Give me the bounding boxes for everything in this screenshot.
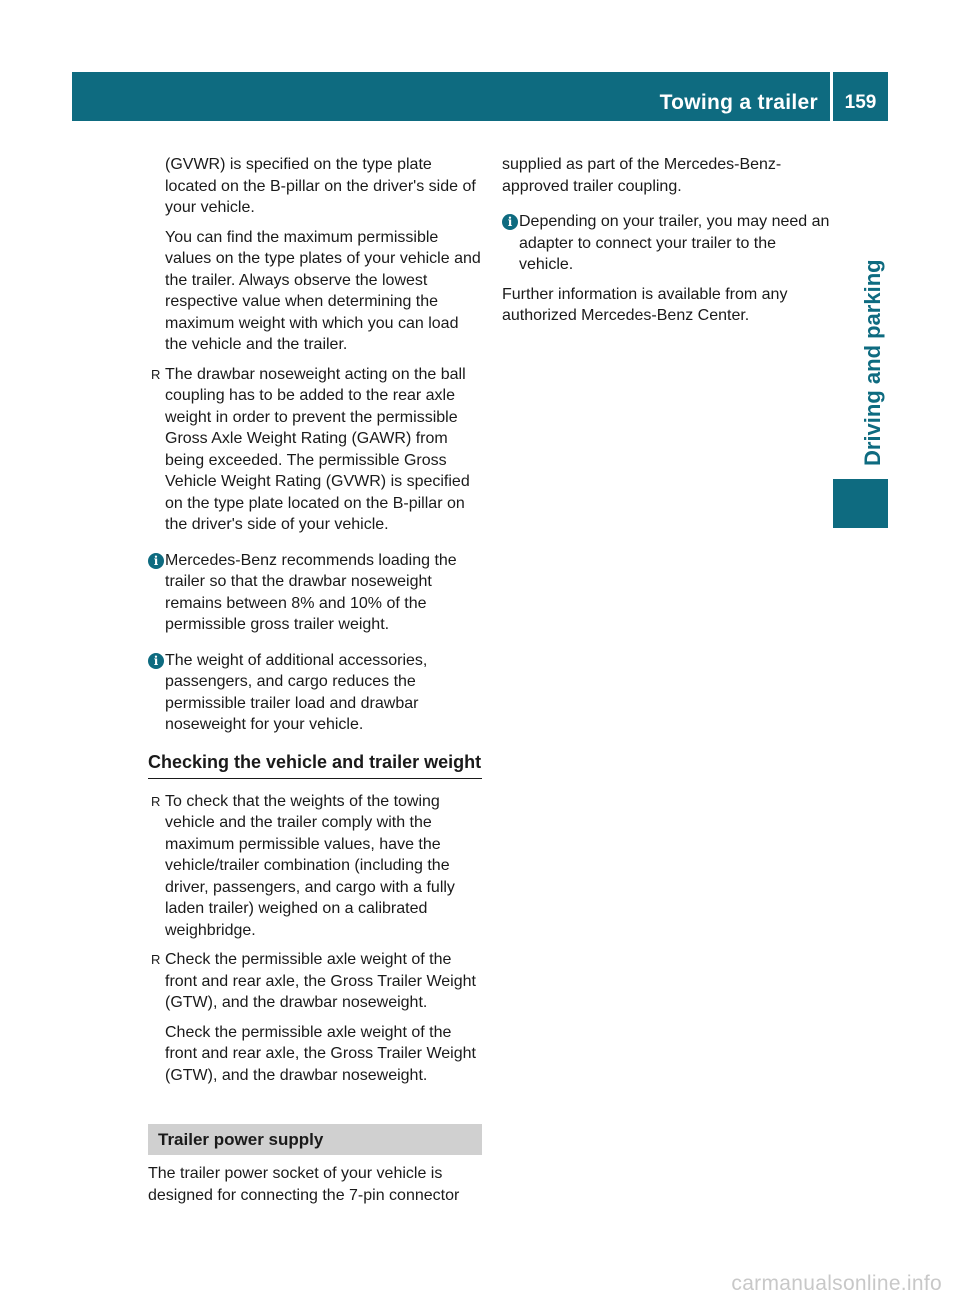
bullet-text: Check the permissible axle weight of the front and rear axle, the Gross Trailer Weight (GTW), and the drawbar noseweight. [165, 951, 476, 1011]
watermark: carmanualsonline.info [731, 1272, 942, 1295]
info-icon: i [148, 653, 164, 669]
paragraph: Further information is available from any authorized Mercedes-Benz Center. [502, 285, 788, 324]
info-icon: i [148, 553, 164, 569]
page-number-box [833, 72, 888, 121]
chapter-title: Towing a trailer [659, 91, 818, 114]
bullet-item [148, 791, 482, 942]
paragraph: Check the permissible axle weight of the front and rear axle, the Gross Trailer Weight (GTW), and the drawbar noseweight. [165, 1023, 476, 1084]
info-icon: i [502, 214, 518, 230]
bullet-icon: R [151, 952, 161, 967]
header-bar [72, 72, 830, 121]
info-note [148, 650, 482, 736]
section-heading: Trailer power supply [148, 1124, 482, 1155]
left-column [148, 154, 482, 1206]
info-text: Mercedes-Benz recommends loading the trailer so that the drawbar noseweight remains between 8% and 10% of the permissible gross trailer weight. [165, 551, 457, 633]
bullet-text: To check that the weights of the towing vehicle and the trailer comply with the maximum permissible values, have the vehicle/trailer combination (including the driver, passengers, and cargo with a fully laden trailer) weighed on a calibrated weighbridge. [165, 792, 455, 939]
subheading: Checking the vehicle and trailer weight [148, 750, 482, 779]
info-text: Depending on your trailer, you may need an adapter to connect your trailer to the vehicle. [519, 213, 830, 273]
info-note [148, 550, 482, 636]
bullet-text: The drawbar noseweight acting on the ball coupling has to be added to the rear axle weight in order to prevent the permissible Gross Axle Weight Rating (GAWR) from being exceeded. The permissible Gross Vehicle Weight Rating (GVWR) is specified on the type plate located on the B-pillar on the driver's side of your vehicle. [165, 365, 470, 533]
bullet-item [148, 949, 482, 1014]
bullet-icon: R [151, 366, 161, 382]
bullet-item [148, 364, 482, 536]
side-tab-label: Driving and parking [860, 259, 885, 466]
info-note [502, 211, 834, 276]
paragraph: You can find the maximum permissible values on the type plates of your vehicle and the trailer. Always observe the lowest respective value when determining the maximum weight with which you can load the vehicle and the trailer. [165, 228, 481, 353]
info-text: The weight of additional accessories, passengers, and cargo reduces the permissible trailer load and drawbar noseweight for your vehicle. [165, 651, 428, 733]
paragraph: (GVWR) is specified on the type plate located on the B-pillar on the driver's side of your vehicle. [165, 156, 476, 216]
paragraph: supplied as part of the Mercedes-Benz-approved trailer coupling. [502, 156, 782, 195]
side-tab [833, 124, 888, 479]
page-number: 159 [844, 92, 877, 113]
side-tab-marker [833, 479, 888, 528]
right-column [502, 154, 834, 327]
bullet-icon: R [151, 793, 161, 809]
paragraph: The trailer power socket of your vehicle is designed for connecting the 7-pin connector [148, 1165, 460, 1204]
